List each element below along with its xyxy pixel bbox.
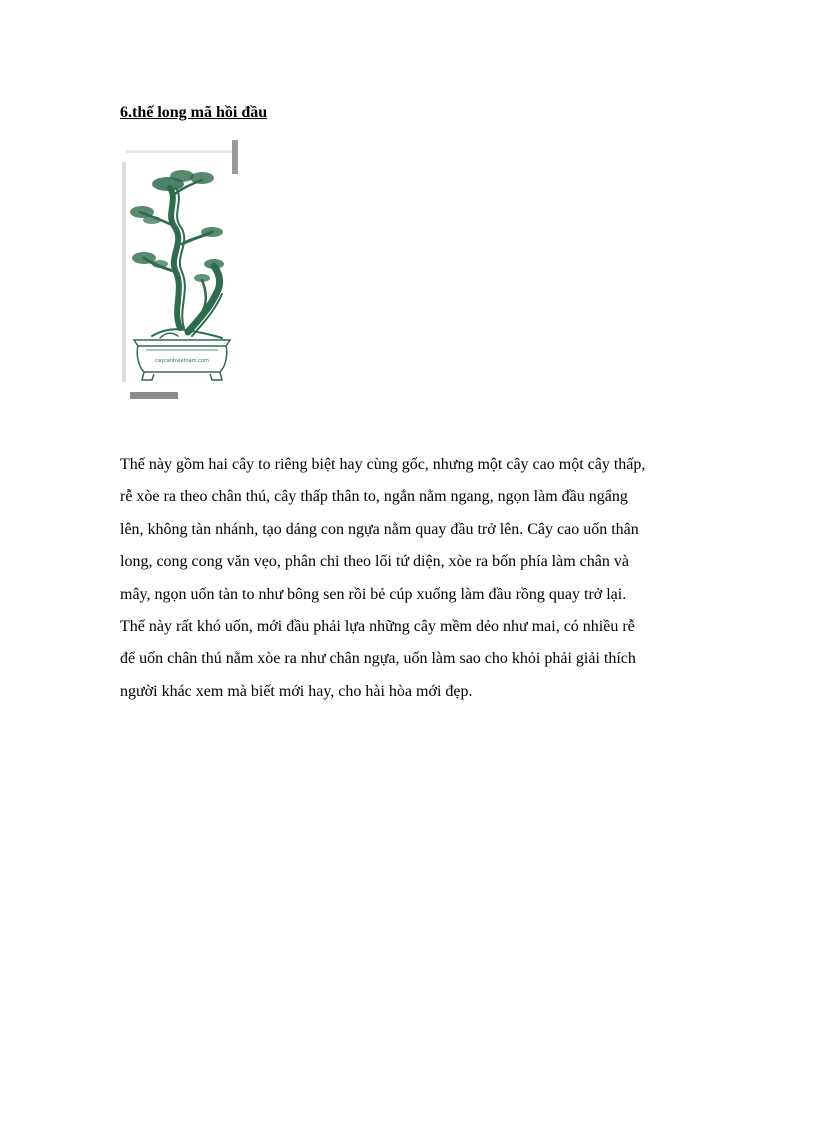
paragraph-line: người khác xem mà biết mới hay, cho hài hòa mới đẹp. — [120, 682, 473, 700]
paragraph-line: mây, ngọn uốn tàn to như bông sen rồi bẻ cúp xuống làm đầu rồng quay trở lại. — [120, 585, 627, 603]
paragraph-line: để uốn chân thú nằm xòe ra như chân ngựa, uốn làm sao cho khỏi phải giải thích — [120, 650, 636, 668]
body-paragraph — [120, 449, 700, 708]
watermark-text: caycanhvietnam.com — [155, 358, 209, 364]
paragraph-line: long, cong cong văn vẹo, phân chi theo lối tứ diện, xòe ra bốn phía làm chân và — [120, 553, 629, 571]
paragraph-line: lên, không tàn nhánh, tạo dáng con ngựa nằm quay đầu trở lên. Cây cao uốn thân — [120, 520, 639, 538]
section-heading: 6.thế long mã hồi đầu — [120, 104, 268, 121]
paragraph-line: Thế này gồm hai cây to riêng biệt hay cùng gốc, nhưng một cây cao một cây thấp, — [120, 456, 646, 473]
paragraph-line: Thế này rất khó uốn, mới đầu phải lựa những cây mềm dẻo như mai, có nhiều rễ — [120, 618, 635, 636]
bonsai-illustration — [122, 140, 238, 402]
paragraph-line: rễ xòe ra theo chân thú, cây thấp thân to, ngắn nằm ngang, ngọn làm đầu ngẩng — [120, 488, 628, 506]
